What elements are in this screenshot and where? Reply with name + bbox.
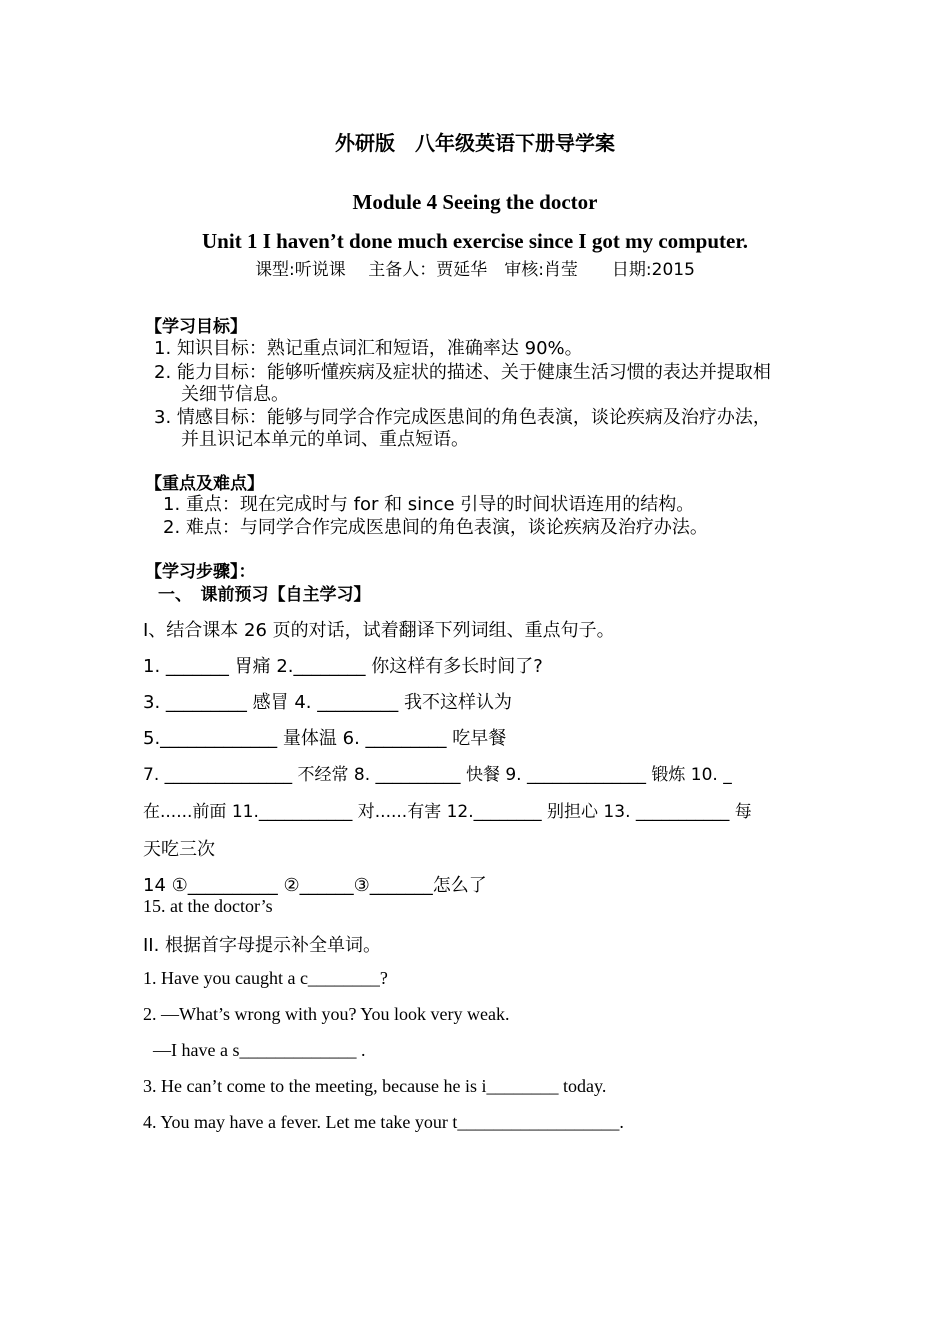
fill-in-line: 3. He can’t come to the meeting, because he is i________ today. (143, 1076, 607, 1096)
objective-item-cont: 关细节信息。 (181, 384, 289, 405)
key-point-item: 2. 难点：与同学合作完成医患间的角色表演，谈论疾病及治疗办法。 (163, 517, 708, 538)
exercise-line: 7. _______________ 不经常 8. __________ 快餐 9. ______________ 锻炼 10. _ (143, 765, 732, 785)
objective-item: 2. 能力目标：能够听懂疾病及症状的描述、关于健康生活习惯的表达并提取相 (154, 362, 771, 383)
fill-in-line: 1. Have you caught a c________? (143, 968, 388, 988)
fill-in-line: 2. —What’s wrong with you? You look very weak. (143, 1004, 510, 1024)
exercise-line: 天吃三次 (143, 839, 215, 860)
fill-in-line: 4. You may have a fever. Let me take your t__________________. (143, 1112, 624, 1132)
exercise-line: 3. _________ 感冒 4. _________ 我不这样认为 (143, 692, 512, 713)
exercise-line: 5._____________ 量体温 6. _________ 吃早餐 (143, 728, 507, 749)
exercise-line: 1. _______ 胃痛 2.________ 你这样有多长时间了? (143, 656, 543, 677)
exercise-line: 14 ①__________ ②______③_______怎么了 (143, 875, 487, 896)
objective-item-cont: 并且识记本单元的单词、重点短语。 (181, 429, 469, 450)
info-line: 课型:听说课 主备人：贾延华 审核:肖莹 日期:2015 (255, 260, 695, 280)
exercise-line: 在......前面 11.___________ 对......有害 12.________ 别担心 13. ___________ 每 (143, 802, 752, 822)
module-title: Module 4 Seeing the doctor (352, 190, 598, 214)
fill-in-line: —I have a s_____________ . (153, 1040, 366, 1060)
unit-title: Unit 1 I haven’t done much exercise since I got my computer. (202, 229, 748, 253)
key-point-item: 1. 重点：现在完成时与 for 和 since 引导的时间状语连用的结构。 (163, 494, 695, 515)
part-one-instruction: I、结合课本 26 页的对话，试着翻译下列词组、重点句子。 (143, 620, 615, 641)
section-one-heading: 一、 课前预习【自主学习】 (158, 585, 371, 605)
key-points-heading: 【重点及难点】 (145, 474, 264, 494)
objective-item: 3. 情感目标：能够与同学合作完成医患间的角色表演，谈论疾病及治疗办法， (154, 407, 771, 428)
exercise-line: 15. at the doctor’s (143, 896, 273, 916)
part-two-instruction: II. 根据首字母提示补全单词。 (143, 935, 382, 956)
objective-item: 1. 知识目标：熟记重点词汇和短语，准确率达 90%。 (154, 338, 583, 359)
main-title: 外研版 八年级英语下册导学案 (335, 131, 615, 155)
steps-heading: 【学习步骤】： (145, 562, 256, 582)
objectives-heading: 【学习目标】 (145, 317, 247, 337)
